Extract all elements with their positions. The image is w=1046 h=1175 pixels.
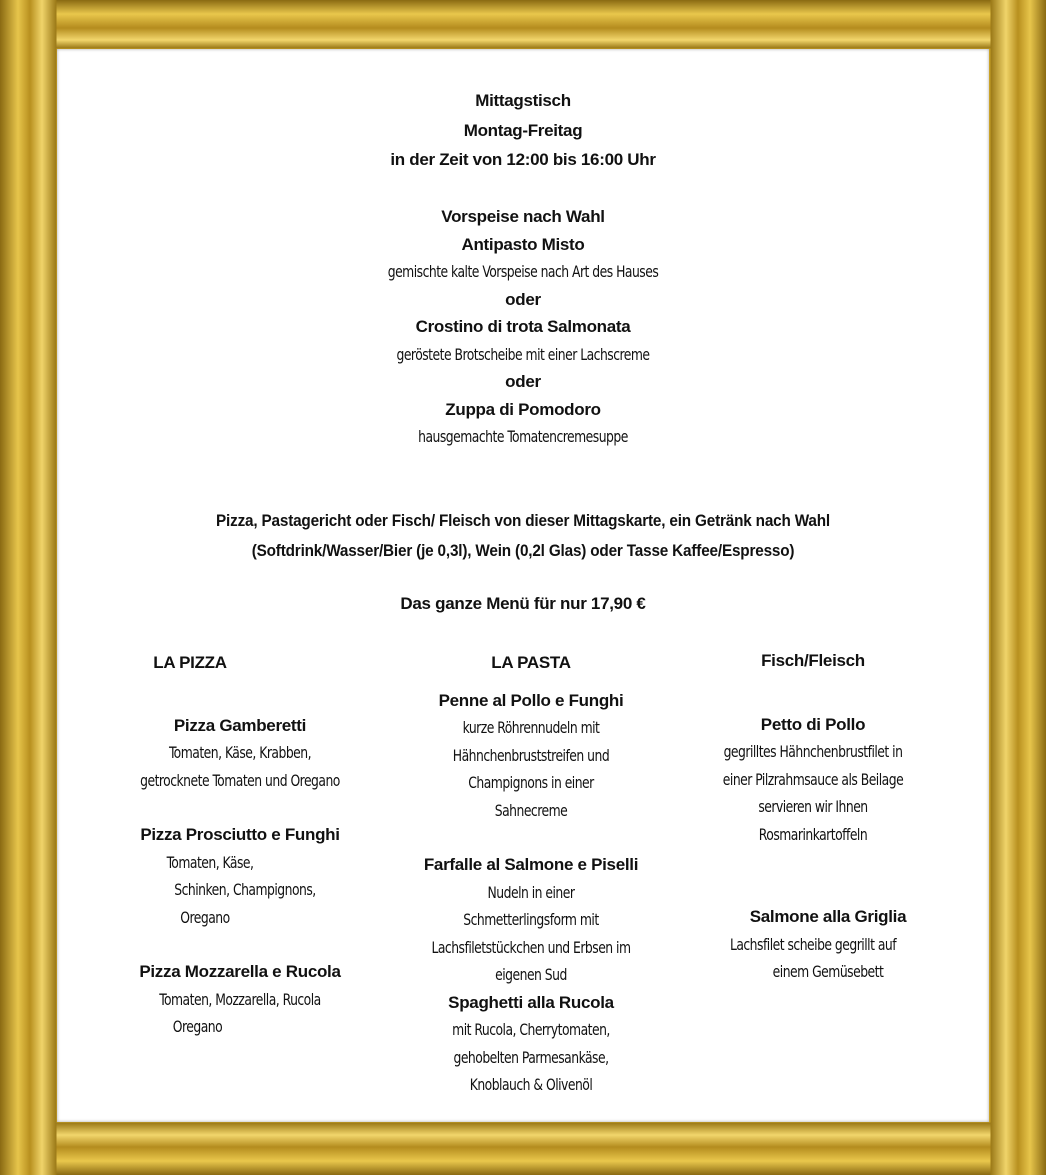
- pizza-item-2-desc-3: Oregano: [180, 907, 230, 927]
- fish-item-2-name: Salmone alla Griglia: [749, 907, 907, 926]
- starter-section: [57, 203, 989, 451]
- starter-or-2: oder: [505, 372, 541, 391]
- pasta-item-3-desc-1: mit Rucola, Cherrytomaten,: [452, 1020, 610, 1039]
- pasta-item-3-desc-2: gehobelten Parmesankäse,: [453, 1047, 609, 1067]
- pasta-item-1-desc-2: Hähnchenbruststreifen und: [452, 745, 610, 765]
- fish-meat-heading: Fisch/Fleisch: [761, 651, 865, 670]
- menu-info-line-1: Pizza, Pastagericht oder Fisch/ Fleisch von dieser Mittagskarte, ein Getränk nach Wahl: [216, 511, 830, 530]
- pasta-item-1-desc-1: kurze Röhrennudeln mit: [462, 718, 600, 737]
- fish-item-2-desc-1: Lachsfilet scheibe gegrillt auf: [729, 934, 897, 954]
- menu-info: [57, 507, 989, 618]
- menu-info-line-2: (Softdrink/Wasser/Bier (je 0,3l), Wein (0,2l Glas) oder Tasse Kaffee/Espresso): [251, 540, 795, 560]
- starter-option-3-desc: hausgemachte Tomatencremesuppe: [418, 427, 628, 446]
- pizza-item-2-name: Pizza Prosciutto e Funghi: [140, 825, 340, 844]
- pasta-item-1-desc-3: Champignons in einer: [468, 773, 594, 792]
- pasta-column: [390, 649, 672, 1099]
- pizza-heading: LA PIZZA: [153, 653, 227, 672]
- pasta-item-2-desc-2: Schmetterlingsform mit: [463, 910, 599, 929]
- meat-item-1-desc-3: servieren wir Ihnen: [758, 797, 868, 816]
- meat-item-1-name: Petto di Pollo: [760, 714, 866, 734]
- menu-title: Mittagstisch: [475, 91, 571, 110]
- fish-item-2-desc-2: einem Gemüsebett: [772, 962, 884, 981]
- meat-item-1-desc-1: gegrilltes Hähnchenbrustfilet in: [723, 742, 903, 761]
- pasta-item-1-desc-4: Sahnecreme: [494, 800, 568, 820]
- starter-option-2-desc: geröstete Brotscheibe mit einer Lachscreme: [396, 344, 650, 364]
- pizza-item-3-desc-2: Oregano: [172, 1017, 223, 1036]
- menu-header: [57, 87, 989, 174]
- pasta-item-2-name: Farfalle al Salmone e Piselli: [423, 855, 639, 874]
- pasta-item-3-name: Spaghetti alla Rucola: [448, 992, 614, 1012]
- pizza-item-3-desc-1: Tomaten, Mozzarella, Rucola: [159, 989, 321, 1009]
- menu-price: Das ganze Menü für nur 17,90 €: [400, 594, 646, 613]
- meat-item-1-desc-2: einer Pilzrahmsauce als Beilage: [722, 769, 904, 789]
- pizza-column: [75, 649, 405, 1041]
- pizza-item-1-desc-1: Tomaten, Käse, Krabben,: [168, 743, 312, 762]
- pizza-item-1-desc-2: getrocknete Tomaten und Oregano: [140, 770, 340, 790]
- fish-meat-column: [682, 647, 944, 986]
- pizza-item-3-name: Pizza Mozzarella e Rucola: [139, 962, 341, 981]
- starter-option-2-name: Crostino di trota Salmonata: [415, 317, 631, 336]
- starter-option-3-name: Zuppa di Pomodoro: [445, 399, 601, 419]
- menu-days: Montag-Freitag: [463, 120, 583, 140]
- starter-title: Vorspeise nach Wahl: [441, 207, 605, 226]
- pizza-item-2-desc-1: Tomaten, Käse,: [166, 852, 254, 872]
- pasta-item-2-desc-4: eigenen Sud: [495, 965, 567, 984]
- starter-option-1-desc: gemischte kalte Vorspeise nach Art des Hauses: [387, 262, 659, 281]
- pizza-item-2-desc-2: Schinken, Champignons,: [174, 880, 316, 899]
- pasta-heading: LA PASTA: [491, 653, 571, 672]
- menu-paper: [57, 49, 989, 1122]
- menu-hours: in der Zeit von 12:00 bis 16:00 Uhr: [390, 150, 656, 169]
- pasta-item-1-name: Penne al Pollo e Funghi: [438, 690, 624, 710]
- pasta-item-2-desc-1: Nudeln in einer: [487, 882, 575, 902]
- starter-or-1: oder: [505, 289, 541, 309]
- meat-item-1-desc-4: Rosmarinkartoffeln: [758, 824, 868, 844]
- starter-option-1-name: Antipasto Misto: [461, 234, 585, 254]
- pasta-item-2-desc-3: Lachsfiletstückchen und Erbsen im: [431, 937, 631, 957]
- pasta-item-3-desc-3: Knoblauch & Olivenöl: [469, 1075, 593, 1094]
- pizza-item-1-name: Pizza Gamberetti: [173, 715, 307, 735]
